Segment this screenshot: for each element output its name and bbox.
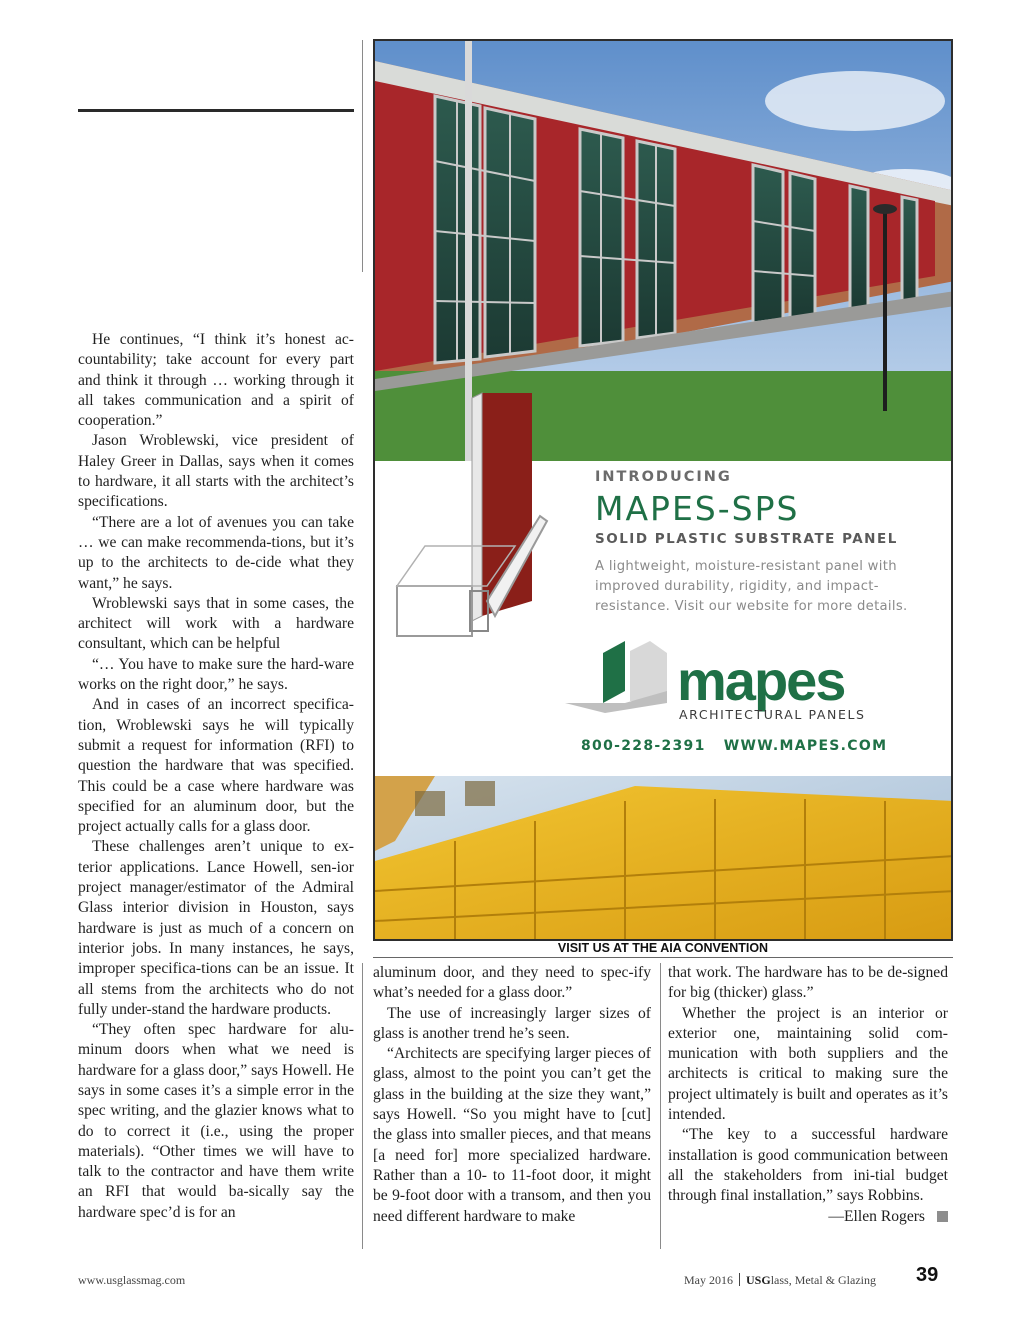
ad-copy — [595, 469, 925, 617]
building-photo — [375, 41, 953, 471]
paragraph: Wroblewski says that in some cases, the architect will work with a hardware consultant, which can be helpful — [78, 594, 354, 653]
column-divider — [660, 963, 661, 1249]
paragraph: “They often spec hardware for alu-minum doors when what we need is hardware for a glass door,” says Howell. He says in some cases it’s a simple error in the spec writing, and the glazier knows what to do to correct it (i.e., using the proper materials). “Other times we will have to talk to the contractor and have them write an RFI that would ba-sically say the hardware spec’d is for an — [78, 1021, 354, 1221]
end-mark-icon — [937, 1211, 948, 1222]
footer-divider — [739, 1273, 740, 1286]
paragraph: Jason Wroblewski, vice president of Haley Greer in Dallas, says when it comes to hardware, it all starts with the architect’s specifications. — [78, 432, 354, 511]
ad-contact[interactable]: 800-228-2391 WWW.MAPES.COM — [581, 738, 888, 754]
mapes-advertisement[interactable] — [373, 39, 953, 941]
paragraph: These challenges aren’t unique to ex-terior applications. Lance Howell, sen-ior project manager/estimator of the Admiral Glass interior division in Houston, says hardware is just as much of a concern on interior jobs. In many instances, he says, improper specifica-tions can be an issue. It all stems from the architects who do not fully under-stand the hardware products. — [78, 838, 354, 1018]
article-column-3 — [668, 963, 948, 1227]
article-column-1 — [78, 330, 354, 1223]
paragraph: “… You have to make sure the hard-ware works on the right door,” he says. — [78, 655, 354, 694]
ad-description: A lightweight, moisture-resistant panel with improved durability, rigidity, and impact-resistance. Visit our website for more details. — [595, 559, 908, 614]
paragraph: “Architects are specifying larger pieces of glass, almost to the point you can’t get the glass in the building at the size they want,” says Howell. “So you might have to [cut] the glass into smaller pieces, and that means [a need for] more specialized hardware. Rather than a 10- to 11-foot door, it might be 9-foot door with a transom, and then you need different hardware to make — [373, 1045, 651, 1225]
byline-text: —Ellen Rogers — [828, 1207, 925, 1225]
paragraph: that work. The hardware has to be de-signed for big (thicker) glass.” — [668, 964, 948, 1002]
mapes-wordmark: mapes — [677, 649, 845, 712]
issue-date: May 2016 — [684, 1273, 733, 1287]
paragraph: And in cases of an incorrect specifica-tion, Wroblewski says he will typically submit a request for information (RFI) to question the hardware that was specified. This could be a case where hardware was specified for an aluminum door, but the project actually calls for a glass door. — [78, 696, 354, 836]
byline — [668, 1207, 948, 1227]
headline-rule — [78, 109, 354, 112]
column-divider — [362, 40, 363, 272]
paragraph: “There are a lot of avenues you can take … we can make recommenda-tions, but it’s up to the architects to de-cide what they want,” he says. — [78, 513, 354, 592]
footer-website[interactable]: www.usglassmag.com — [78, 1273, 186, 1287]
brand-tagline: ARCHITECTURAL PANELS — [679, 707, 866, 722]
paragraph: The use of increasingly larger sizes of glass is another trend he’s seen. — [373, 1004, 651, 1042]
magazine-name-bold: USG — [746, 1273, 771, 1287]
paragraph: aluminum door, and they need to spec-ify what’s needed for a glass door.” — [373, 964, 651, 1002]
column-divider — [362, 963, 363, 1249]
yellow-facade-photo — [375, 776, 953, 941]
magazine-name: lass, Metal & Glazing — [770, 1273, 876, 1287]
article-column-2 — [373, 963, 651, 1227]
paragraph: “The key to a successful hardware installation is good communication between all the stakeholders from ini-tial budget through final installation,” says Robbins. — [668, 1126, 948, 1205]
ad-product-name: MAPES-SPS — [595, 489, 800, 528]
ad-subtitle: SOLID PLASTIC SUBSTRATE PANEL — [595, 531, 898, 547]
ad-caption: VISIT US AT THE AIA CONVENTION — [373, 940, 953, 958]
page-number: 39 — [916, 1264, 939, 1286]
footer-issue — [684, 1273, 876, 1288]
paragraph: Whether the project is an interior or exterior one, maintaining solid com-munication with both suppliers and the architects is critical to making sure the project ultimately is built and operates as it’s intended. — [668, 1004, 948, 1124]
ad-intro: INTRODUCING — [595, 469, 732, 485]
paragraph: He continues, “I think it’s honest ac-countability; take account for every part and think it through … working through it all takes communication and a spirit of cooperation.” — [78, 331, 354, 430]
